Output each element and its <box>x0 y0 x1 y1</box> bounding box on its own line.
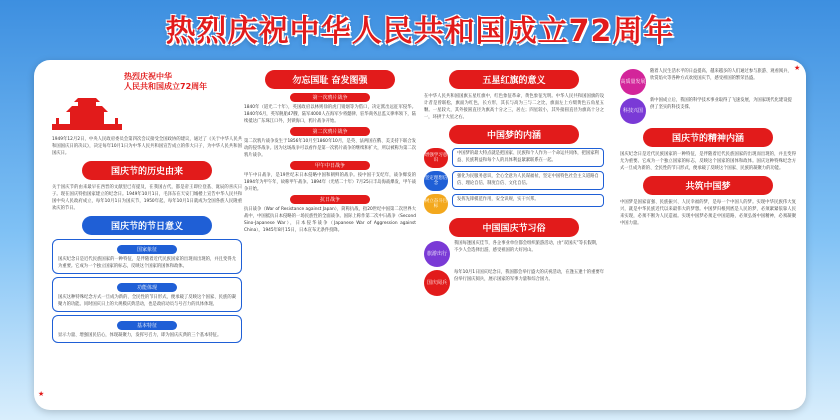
customs-tag-1: 旅游出行 <box>424 241 450 267</box>
war-label-2: 第二次鸦片战争 <box>290 127 370 136</box>
meaning-text-3: 显示力量、增强国民信心，体现凝聚力，发挥号召力，即为国庆庆典的三个基本特征。 <box>58 333 222 338</box>
column-4 <box>620 66 796 227</box>
dream-text-2: 强化为民服务意识，全心全意为人民谋福祉，坚定中国特色社会主义道路自信、理论自信、制度自信、文化自信。 <box>452 171 604 190</box>
star-decor-icon: ★ <box>38 390 45 398</box>
intro-text-1: 随着人民生活水平的日益提高，越来越多的人们通过参与旅游、观看阅兵、欣赏焰火等各种方式欢度国庆节，感受祖国的繁荣昌盛。 <box>650 69 792 81</box>
meaning-box-2 <box>52 277 242 312</box>
war-text-4: 抗日战争（War of Resistance against Japan），简称抗战，指20世纪中国第二次世界大战中，中国抵抗日本侵略的一场民族性的全面战争。国际上称作第二次中日战争（Second Sino-Japanese War），日本侵华战争（Japanese War of Aggression against China），1945年8月15日，日本宣布无条件投降。 <box>244 207 416 233</box>
hero-title-line1: 热烈庆祝中华 <box>124 72 172 81</box>
war-text-3: 甲午中日战争，是19世纪末日本侵略中国和朝鲜的战争。按中国干支纪年，战争爆发的1894年为甲午年，故称甲午战争。1894年（光绪二十年）7月25日丰岛海战爆发，甲午战争开始。 <box>244 173 416 192</box>
flag-heading: 五星红旗的意义 <box>449 70 579 89</box>
meaning-heading: 国庆节的节日意义 <box>82 216 212 235</box>
war-text-2: 第二次鸦片战争发生于1856年10月至1860年10月，是英、法两国在俄、美支持下联合发动的侵华战争。因为这场战争可以看作是第一次鸦片战争的继续和扩大，所以被称为第二次鸦片战争。 <box>244 139 416 158</box>
hero-block <box>52 66 242 136</box>
dream-row-3 <box>424 194 604 214</box>
tiananmen-skyline-icon <box>52 98 122 130</box>
meaning-label-3: 基本特征 <box>117 321 177 330</box>
page-title: 热烈庆祝中华人民共和国成立72周年 <box>165 14 675 49</box>
column-1 <box>52 66 242 346</box>
war-label-4: 抗日战争 <box>290 195 370 204</box>
meaning-box-1 <box>52 239 242 274</box>
meaning-text-2: 国庆这种特殊纪念方式一旦成为新的、全民性的节日形式，便承载了反映这个国家、民族的凝聚力的功能。同时国庆日上的大规模庆典活动，也是政府动员与号召力的具体体现。 <box>58 295 236 307</box>
column-3 <box>424 66 604 299</box>
history-heading: 国庆节的历史由来 <box>82 161 212 180</box>
intro-row-2 <box>620 98 796 124</box>
customs-text-2: 每年10月1日国庆纪念日，我国都会举行盛大的庆祝活动，在逢五逢十的重要年份举行国庆阅兵，展示国家的军事力量和综合国力。 <box>454 270 604 282</box>
intro-row-1 <box>620 69 796 95</box>
meaning-box-3 <box>52 315 242 343</box>
war-text-1: 1840年（道光二十年），英国政府以林则徐的虎门销烟等为借口，决定派出远征军侵华。1840年6月，英军舰船47艘、陆军4000人在海军少将懿律、驻华商务总监义律率领下，陆续抵达广东珠江口外，封锁海口，鸦片战争开始。 <box>244 105 416 124</box>
history-text: 关于国庆节的由来最早在西晋的文献里已有提及，在我国古代，都是帝王即位登基、诞辰的喜庆日子。现在国庆特指国家建立的纪念日。1949年10月1日，毛泽东在天安门城楼上宣告中华人民共和国中央人民政府成立，每年10月1日为国庆节，1950年起，每年10月1日就成为全国各族人民隆重欢庆的节日。 <box>52 185 242 211</box>
customs-text-1: 我国每逢国庆佳节，各企事业单位都会组织旅游活动，由“双国庆”等长假期，不少人会选择出游，感受祖国的大好河山。 <box>454 241 601 253</box>
china-dream-text: 中国梦是国家富强、民族振兴、人民幸福的梦，是每一个中国人的梦。实现中华民族伟大复兴，就是中华民族近代以来最伟大的梦想。中国梦归根到底是人民的梦，必须紧紧依靠人民来实现，必须不断为人民造福。实现中国梦必须走中国道路，必须弘扬中国精神，必须凝聚中国力量。 <box>620 200 796 226</box>
dream-row-2 <box>424 171 604 191</box>
customs-row-1 <box>424 241 604 267</box>
customs-row-2 <box>424 270 604 296</box>
column-2 <box>244 66 416 234</box>
war-label-1: 第一次鸦片战争 <box>290 93 370 102</box>
hero-text: 1949年12月2日，中央人民政府委员会第四次会议接受全国政协的建议，通过了《关于中华人民共和国国庆日的决议》，决定每年10月1日为中华人民共和国宣告成立的伟大日子，为中华人民共和国国庆日。 <box>52 137 242 156</box>
war-label-3: 甲午中日战争 <box>290 161 370 170</box>
poster-board <box>34 60 806 410</box>
meaning-label-2: 功能体现 <box>117 283 177 292</box>
china-dream-heading: 共筑中国梦 <box>643 176 773 195</box>
dream-text-1: 中国梦的最大特点就是把国家、民族和个人作为一个命运共同体，把国家利益、民族利益和每个人的具体利益紧紧联系在一起。 <box>452 148 604 167</box>
history-war-heading: 勿忘国耻 奋发图强 <box>265 70 395 89</box>
spirit-heading: 国庆节的精神内涵 <box>643 128 773 147</box>
hero-title-line2: 人民共和国成立72周年 <box>124 82 208 91</box>
intro-text-2: 新中国成立后，我国的科学技术事业取得了飞速发展，为国家现代化建设提供了坚实的科技支撑。 <box>650 98 792 110</box>
customs-heading: 中国国庆节习俗 <box>449 218 579 237</box>
meaning-label-1: 国家象征 <box>117 245 177 254</box>
dream-heading: 中国梦的内涵 <box>449 125 579 144</box>
meaning-text-1: 国庆纪念日是近代民族国家的一种特征，是伴随着近代民族国家的出现而出现的，并且变得尤为重要。它成为一个独立国家的标志，反映这个国家的国体和政体。 <box>58 257 236 269</box>
star-decor-icon: ★ <box>794 64 801 72</box>
intro-tag-2: 科技兴国 <box>620 98 646 124</box>
customs-tag-2: 国庆阅兵 <box>424 270 450 296</box>
dream-row-1 <box>424 148 604 168</box>
intro-tag-1: 高质量发展 <box>620 69 646 95</box>
dream-tag-1: 增强学习意识 <box>424 148 448 168</box>
spirit-text: 国庆纪念日是近代民族国家的一种特征，是伴随着近代民族国家的出现而出现的，并且变得尤为重要。它成为一个独立国家的标志，反映这个国家的国体和政体。国庆这种特殊纪念方式一旦成为新的、全民性的节日形式，便承载了反映这个国家、民族的凝聚力的功能。 <box>620 152 796 171</box>
dream-text-3: 发挥先锋模范作用，安全识规，实干兴邦。 <box>452 194 604 207</box>
dream-tag-3: 树立奋斗目标 <box>424 194 448 214</box>
dream-tag-2: 坚定理想信念 <box>424 171 448 191</box>
flag-text: 在中华人民共和国国旗五星红旗中，红色象征革命，黄色象征光明。中华人民共和国国旗的设计者是曾联松，旗面为红色，长方形，其长与高为三与二之比，旗面左上方缀黄色五角星五颗。一星较大，其外接圆直径为旗高十分之三，居左；四星较小，其外接圆直径为旗高十分之一，环拱于大星之右。 <box>424 94 604 120</box>
